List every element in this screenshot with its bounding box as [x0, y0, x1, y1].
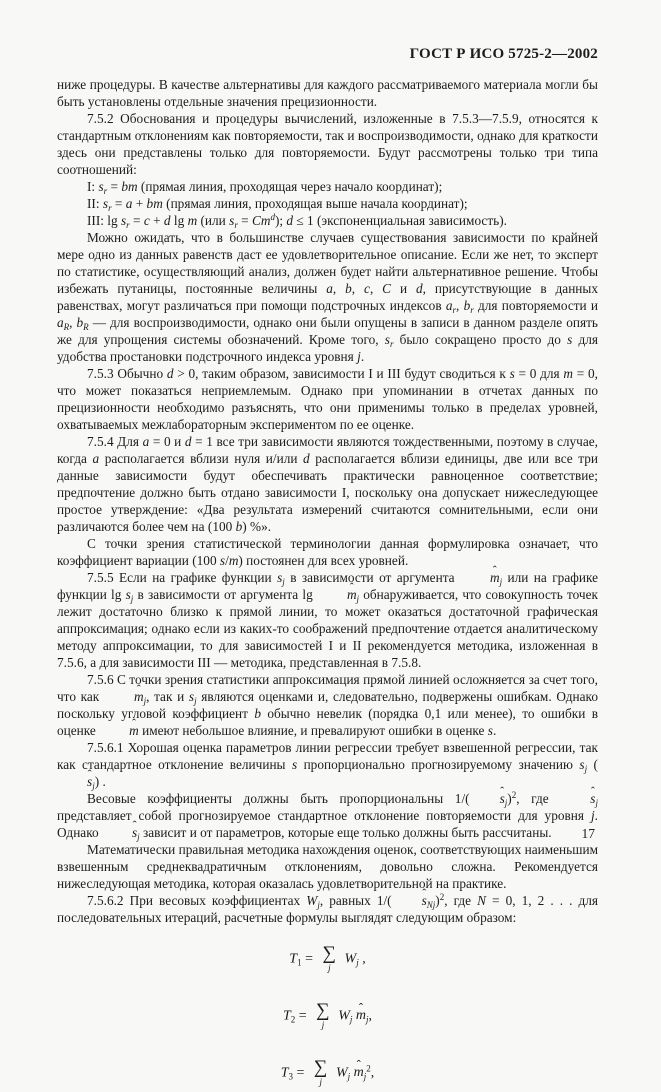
formula: $T_1$ = ∑ j $W_j$ , [289, 943, 366, 974]
page-number: 17 [581, 826, 595, 841]
document-body [57, 76, 598, 926]
formula: $T_2$ = ∑ j $W_j$ m ˆ$_j$, [57, 1001, 598, 1035]
paragraph: 7.5.5 Если на графике функции $s_j$ в зависимости от аргумента m ˆ$_j$ или на графике функции $\lg s_j$ в зависимости от аргумента lg m ˆ$_j$ обнаруживается, что совокупность точек лежит достаточно близко к прямой линии, то может оказаться достаточной графическая аппроксимация; однако если из каких-то соображений предпочтение отдается аналитическому методу аппроксимации, то для зависимостей I и II рекомендуется методика, изложенная в 7.5.6, а для зависимости III — методика, представленная в 7.5.8. [57, 569, 598, 671]
paragraph: 7.5.2 Обоснования и процедуры вычислений, изложенные в 7.5.3—7.5.9, относятся к стандартным отклонениям как повторяемости, так и воспроизводимости, однако для краткости здесь они представлены только для повторяемости. Будут рассмотрены только три типа соотношений: [57, 111, 598, 177]
paragraph: 7.5.6 С точки зрения статистики аппроксимация прямой линией осложняется за счет того, что как m ˆ$_j$, так и $s_j$ являются оценками и, следовательно, подвержены ошибкам. Однако поскольку угловой коэффициент b обычно невелик (порядка 0,1 или менее), то ошибки в оценке m ˆ имеют небольшое влияние, и превалируют ошибки в оценке s. [57, 671, 598, 739]
paragraph: 7.5.3 Обычно d > 0, таким образом, зависимости I и III будут сводиться к s = 0 для m = 0, что может показаться неприемлемым. Однако при упоминании в отчетах данных по прецизионности необходимо разъяснять, что они применимы только в пределах уровней, охватываемых межлабораторным экспериментом по ее оценке. [57, 366, 598, 432]
formula: $T_3$ = ∑ j $W_j$ m ˆ$_j^2$, [57, 1058, 598, 1092]
paragraph: ниже процедуры. В качестве альтернативы для каждого рассматриваемого материала могли бы быть установлены отдельные значения прецизионности. [57, 77, 598, 109]
paragraph: I: $s_r$ = bm (прямая линия, проходящая через начало координат); [87, 179, 443, 196]
paragraph: II: $s_r = a$ + bm (прямая линия, проходящая выше начала координат); [87, 196, 468, 213]
document-header: ГОСТ Р ИСО 5725-2—2002 [409, 46, 598, 62]
paragraph: С точки зрения статистической терминологии данная формулировка означает, что коэффициент вариации (100 s/m) постоянен для всех уровней. [57, 536, 598, 568]
paragraph: Можно ожидать, что в большинстве случаев существования зависимости по крайней мере одно из данных равенств даст ее удовлетворительное описание. Если же нет, то эксперт по статистике, осуществляющий анализ, должен будет найти альтернативное решение. Чтобы избежать путаницы, постоянные величины a, b, c, C и d, присутствующие в данных равенствах, могут различаться при помощи подстрочных индексов $a_r$, $b_r$ для повторяемости и $a_R$, $b_R$ — для воспроизводимости, однако они были опущены в записи в данном разделе опять же для упрощения системы обозначений. Кроме того, $s_r$ было сокращено просто до s для удобства простановки подстрочного индекса уровня j. [57, 230, 599, 364]
formula-block [57, 944, 598, 1092]
paragraph: 7.5.4 Для a = 0 и d = 1 все три зависимости являются тождественными, поэтому в случае, когда a располагается вблизи нуля и/или d располагается вблизи единицы, две или все три данные зависимости будут обеспечивать практически равноценное соответствие; предпочтение должно быть отдано зависимости I, поскольку она допускает нижеследующее простое утверждение: «Два результата измерений считаются сомнительными, если они различаются более чем на (100 b) %». [57, 434, 598, 534]
paragraph: Математически правильная методика нахождения оценок, соответствующих наименьшим взвешенным среднеквадратичным отклонениям, довольно сложна. Рекомендуется нижеследующая методика, которая оказалась удовлетворительной на практике. [57, 842, 598, 891]
paragraph: 7.5.6.1 Хорошая оценка параметров линии регрессии требует взвешенной регрессии, так как стандартное отклонение величины s пропорционально прогнозируемому значению $s_j$ (s ˆ$_j$) . [57, 739, 598, 790]
paragraph: III: $\lg s_r = c + d$ lg m (или $s_r = Cm^d$); d ≤ 1 (экспоненциальная зависимость). [87, 212, 507, 230]
paragraph: 7.5.6.2 При весовых коэффициентах $W_j$, равных 1/( s ˆ$_{Nj}$)$^2$, где N = 0, 1, 2 . . . для последовательных итераций, расчетные формулы выглядят следующим образом: [57, 892, 598, 926]
paragraph: Весовые коэффициенты должны быть пропорциональны 1/( s ˆ$_j$)$^2$, где s ˆ$_j$ представляет собой прогнозируемое стандартное отклонение повторяемости для уровня j. Однако s ˆ$_j$ зависит и от параметров, которые еще только должны быть рассчитаны. [57, 790, 598, 841]
